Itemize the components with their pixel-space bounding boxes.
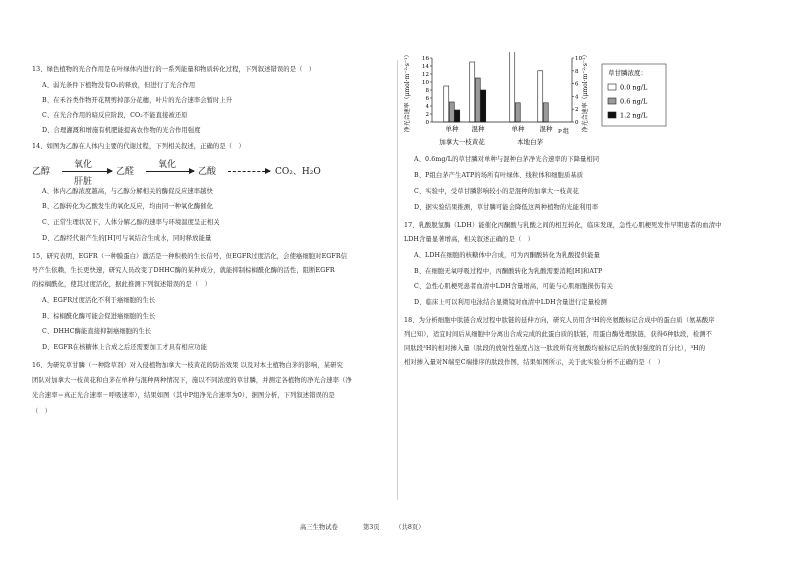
chart-bars — [444, 52, 549, 122]
q15-option-d: D、EGFR在核糖体上合成之后还需要加工才具有相应功能 — [42, 344, 208, 351]
q17-option-b: B、在细胞无氧呼吸过程中，丙酮酸转化为乳酸需要消耗[H]和ATP — [414, 268, 603, 275]
q16-stem-line1: 16、为研究草甘膦（一种除草剂）对入侵植物加拿大一枝黄花的防治效果 以及对本土植物白茅的影响，某研究 — [32, 362, 343, 369]
eq-acetic-acid: 乙酸 — [198, 167, 217, 177]
bar — [510, 52, 515, 122]
q16-option-c: C、实验中，受草甘膦影响较小的是混种的加拿大一枝黄花 — [414, 188, 579, 195]
q15-option-b: B、棕榈酰化酶可能会促进癌细胞的生长 — [42, 313, 156, 320]
legend-swatch — [608, 84, 616, 90]
eq-acetaldehyde: 乙醛 — [116, 167, 135, 177]
legend-label: 0.6 ng/L — [620, 97, 648, 106]
group-label-suffix: 组 — [563, 128, 570, 135]
q17-option-c: C、急性心肌梗死患者血清中LDH含量增高，可能与心肌细胞损伤有关 — [414, 283, 614, 290]
q18-stem-line2: 列已知），适宜时间后从细胞中分离出合成完成的此蛋白质的肽链，用蛋白酶处理肽链，获得6种肽段，检测不 — [404, 331, 713, 338]
bar — [481, 90, 486, 122]
bar — [449, 102, 454, 122]
q17-option-a: A、LDH在细胞的核糖体中合成，可为丙酮酸转化为乳酸提供能量 — [414, 252, 600, 259]
q17-stem-line2: LDH含量显著增高，相关叙述正确的是（ ） — [404, 236, 535, 243]
column-divider — [397, 60, 398, 500]
left-tick-label: 8 — [425, 88, 429, 94]
page-footer: 高三生物试卷 第3页 （共8页） — [300, 524, 425, 531]
q14-option-d: D、乙醇经代谢产生的[H]可与氧结合生成水，同时释放能量 — [42, 235, 212, 242]
right-tick-label: 2 — [575, 107, 579, 114]
right-axis-label: 净光合速率（μmol·m⁻²·s⁻¹） — [582, 52, 589, 133]
left-tick-label: 14 — [422, 64, 429, 70]
category-label: 混种 — [539, 125, 553, 133]
q13-option-d: D、合理灌溉和增施有机肥能提高农作物的光合作用强度 — [42, 127, 201, 134]
p-group-label: P — [558, 129, 562, 135]
q16-stem-line3: 光合速率＝真正光合速率－呼吸速率），结果如图（其中P组净光合速率为0），据图分析，下列叙述错误的是 — [32, 392, 335, 399]
right-tick-label: 4 — [575, 94, 579, 101]
q15-option-a: A、EGFR过度活化不利于癌细胞的生长 — [42, 297, 156, 304]
left-axis-ticks — [422, 56, 432, 126]
category-label: 单种 — [445, 125, 459, 133]
eq-products: CO₂、H₂O — [275, 167, 321, 177]
category-labels — [446, 124, 554, 133]
q18-stem-line4: 相对掺入量对N端至C端排序的肽段作图，结果如图所示，关于此实验分析不正确的是（ ） — [404, 359, 665, 366]
group-label-goldenrod: 加拿大一枝黄花 — [439, 138, 485, 146]
chart-legend — [602, 64, 666, 126]
right-tick-label: 0 — [575, 120, 579, 126]
q14-stem: 14、如图为乙醇在人体内主要的代谢过程，下列相关叙述，正确的是（ ） — [32, 143, 245, 150]
legend-swatch — [608, 112, 616, 118]
right-tick-label: 10 — [575, 56, 582, 62]
q16-option-a: A、0.6mg/L的草甘膦对单种与混种白茅净光合速率的下降量相同 — [414, 156, 600, 163]
q14-option-a: A、体内乙醇浓度越高，与乙醇分解相关的酶促反应速率越快 — [42, 188, 213, 195]
q17-stem-line1: 17、乳酸脱氢酶（LDH）能催化丙酮酸与乳酸之间的相互转化，临床发现，急性心肌梗死发作早期患者的血清中 — [404, 222, 722, 229]
q13-stem: 13、绿色植物的光合作用是在叶绿体内进行的一系列能量和物质转化过程，下列叙述错误的是（ ） — [32, 66, 316, 73]
legend-title: 草甘膦浓度： — [608, 69, 647, 77]
q13-option-b: B、在禾谷类作物开花期剪掉部分花穗，叶片的光合速率会暂时上升 — [42, 97, 233, 104]
left-tick-label: 12 — [422, 72, 429, 78]
category-label: 单种 — [511, 125, 525, 133]
q13-option-c: C、在光合作用的暗反应阶段，CO₂不能直接被还原 — [42, 112, 188, 119]
left-tick-label: 16 — [422, 56, 429, 62]
q15-option-c: C、DHHC酶能直接抑制癌细胞的生长 — [42, 328, 152, 335]
q14-option-b: B、乙醇转化为乙酸发生的氧化反应，均由同一种氧化酶催化 — [42, 203, 214, 210]
net-photosynthesis-bar-chart — [404, 52, 704, 148]
eq-arrow1-top: 氧化 — [74, 160, 93, 170]
q16-option-b: B、P组白茅产生ATP的场所有叶绿体、线粒体和细胞质基质 — [414, 172, 584, 179]
eq-arrow1-bottom: 肝脏 — [74, 177, 93, 187]
q16-stem-line4: （ ） — [32, 408, 52, 415]
left-tick-label: 10 — [422, 80, 429, 86]
q13-option-a: A、弱光条件下植物没有O₂的释放，但进行了光合作用 — [42, 82, 196, 89]
q18-stem-line3: 同肽段³H的相对掺入量（肽段的放射性强度占这一肽段所有亮氨酸均被标记后的放射强度的百分比），³H的 — [404, 345, 706, 352]
eq-arrow-1 — [62, 171, 112, 172]
left-tick-label: 2 — [425, 112, 429, 118]
q15-stem-line2: 号产生依赖，生长更快速，研究人员改变了DHHC酶的某种成分，就能抑制棕榈酰化酶的活性，阻断EGFR — [32, 267, 335, 274]
q15-stem-line3: 的棕榈酰化，使其过度活化，据此推测下列叙述错误的是（ ） — [32, 281, 212, 288]
right-tick-label: 8 — [575, 68, 579, 75]
bar — [543, 103, 548, 122]
q14-option-c: C、正常生理状况下，人体分解乙醇的速率与环境温度呈正相关 — [42, 219, 220, 226]
bar — [538, 71, 543, 122]
left-tick-label: 0 — [425, 120, 429, 126]
bar — [455, 110, 460, 122]
legend-swatch — [608, 98, 616, 104]
eq-arrow-3-dashed — [228, 171, 270, 172]
eq-arrow-2 — [146, 171, 194, 172]
legend-label: 0.0 ng/L — [620, 83, 648, 92]
left-tick-label: 6 — [425, 96, 429, 102]
right-axis-ticks — [572, 56, 582, 126]
q16-option-d: D、据实验结果推测，草甘膦可能会降低这两种植物的光能利用率 — [414, 204, 599, 211]
eq-ethanol: 乙醇 — [32, 167, 51, 177]
left-axis-label: 净光合速率（μmol·m⁻²·s⁻¹） — [404, 52, 411, 133]
q17-option-d: D、临床上可以利用电泳结合显微镜对血清中LDH含量进行定量检测 — [414, 299, 607, 306]
legend-label: 1.2 ng/L — [620, 111, 648, 120]
bar — [470, 62, 475, 122]
left-tick-label: 4 — [425, 104, 429, 110]
category-label: 混种 — [471, 125, 485, 133]
q15-stem-line1: 15、研究表明，EGFR（一种膜蛋白）激活是一种积极的生长信号，但EGFR过度活化，会使癌细胞对EGFR信 — [32, 253, 348, 260]
bar — [475, 78, 480, 122]
q16-stem-line2: 团队对加拿大一枝黄花和白茅在单种与混种两种情况下，施以不同浓度的草甘膦，并测定各植物的净光合速率（净 — [32, 377, 352, 384]
eq-arrow2-top: 氧化 — [158, 160, 177, 170]
q18-stem-line1: 18、为分析细胞中肽链合成过程中肽链的延伸方向，研究人员用含³H的亮氨酸标记合成中的蛋白质（氨基酸序 — [404, 317, 715, 324]
bar — [515, 103, 520, 122]
bar — [444, 86, 449, 122]
right-tick-label: 6 — [575, 81, 579, 88]
group-label-cogongrass: 本地白茅 — [517, 138, 543, 146]
